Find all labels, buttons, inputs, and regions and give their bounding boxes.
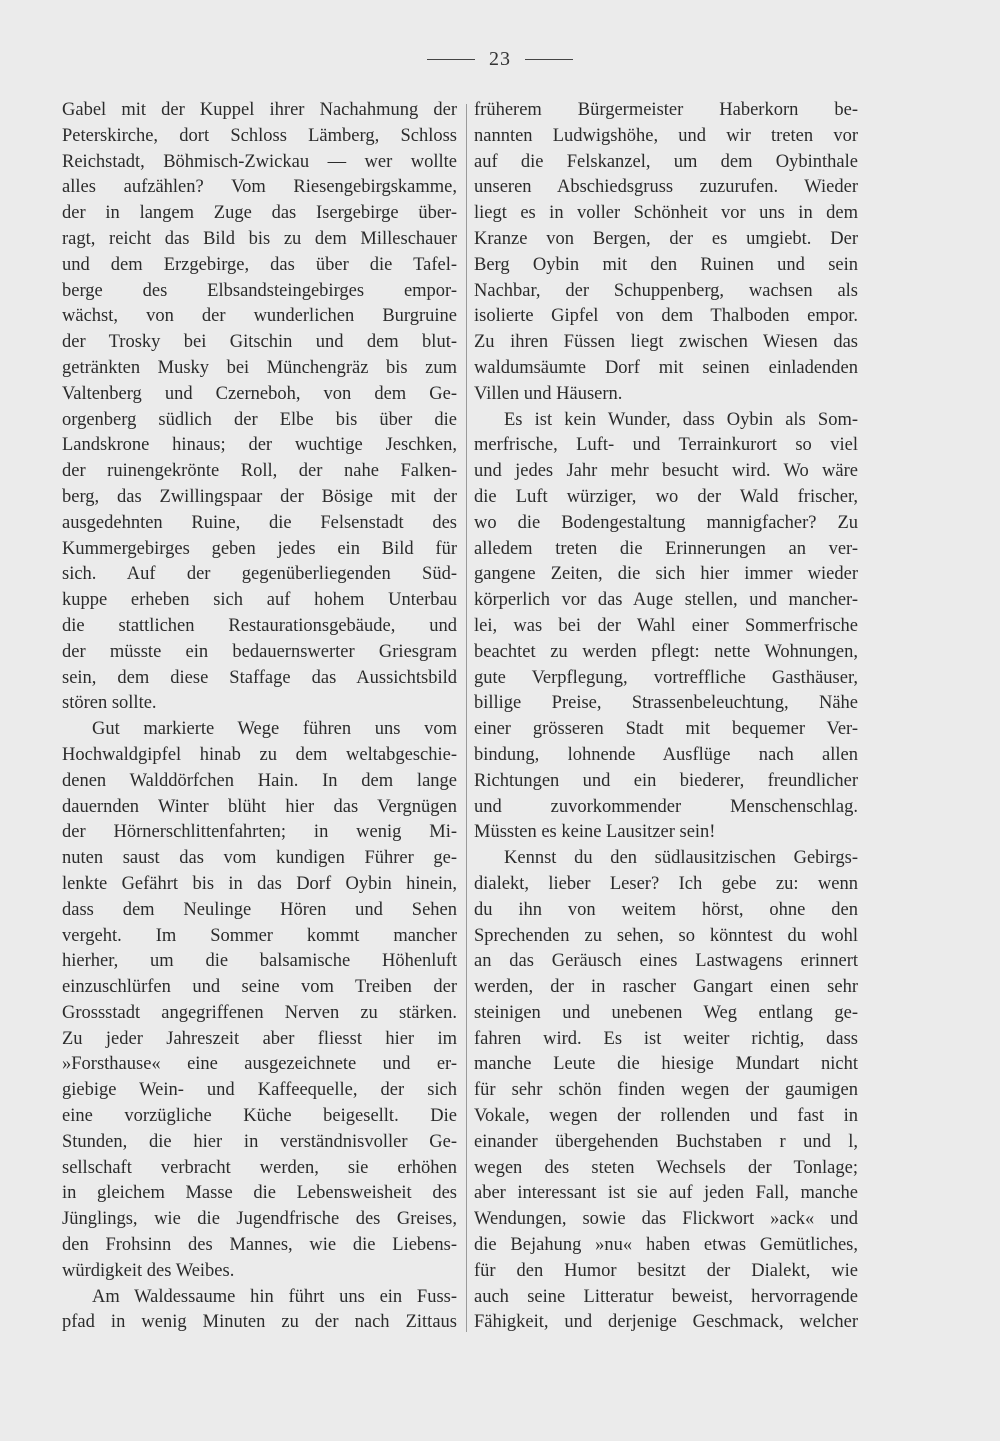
text-line: wo die Bodengestaltung mannigfacher? Zu	[474, 512, 858, 533]
text-line: merfrische, Luft- und Terrainkurort so viel	[474, 435, 858, 456]
text-line: der in langem Zuge das Isergebirge über-	[62, 203, 457, 224]
text-line: waldumsäumte Dorf mit seinen einladenden	[474, 357, 858, 378]
text-line: Müssten es keine Lausitzer sein!	[474, 822, 716, 843]
text-line: einer grösseren Stadt mit bequemer Ver-	[474, 719, 858, 740]
text-line: eine vorzügliche Küche beigesellt. Die	[62, 1106, 457, 1127]
text-line: der Hörnerschlittenfahrten; in wenig Mi-	[62, 822, 457, 843]
text-line: Wendungen, sowie das Flickwort »ack« und	[474, 1209, 858, 1230]
text-line: für sehr schön finden wegen der gaumigen	[474, 1080, 858, 1101]
text-line: den Frohsinn des Mannes, wie die Liebens-	[62, 1235, 457, 1256]
text-line: orgenberg südlich der Elbe bis über die	[62, 409, 457, 430]
text-line: und jedes Jahr mehr besucht wird. Wo wäre	[474, 461, 858, 482]
text-line: Stunden, die hier in verständnisvoller Ge-	[62, 1131, 457, 1152]
text-line: körperlich vor das Auge stellen, und mancher-	[474, 590, 858, 611]
text-line: die stattlichen Restaurationsgebäude, und	[62, 615, 457, 636]
text-line: Landskrone hinaus; der wuchtige Jeschken,	[62, 435, 457, 456]
text-line: Berg Oybin mit den Ruinen und sein	[474, 254, 858, 275]
text-line: Nachbar, der Schuppenberg, wachsen als	[474, 280, 858, 301]
text-line: nannten Ludwigshöhe, und wir treten vor	[474, 125, 858, 146]
text-line: alles aufzählen? Vom Riesengebirgskamme,	[62, 177, 457, 198]
text-line: in gleichem Masse die Lebensweisheit des	[62, 1183, 457, 1204]
text-line: werden, der in rascher Gangart einen sehr	[474, 977, 858, 998]
text-line: steinigen und unebenen Weg entlang ge-	[474, 1002, 858, 1023]
page-header	[0, 48, 1000, 71]
text-line: stören sollte.	[62, 693, 157, 714]
text-line: dass dem Neulinge Hören und Sehen	[62, 899, 457, 920]
right-text-column	[474, 98, 858, 1336]
text-line: Gut markierte Wege führen uns vom	[92, 719, 457, 740]
text-line: und dem Erzgebirge, das über die Tafel-	[62, 254, 457, 275]
text-line: ausgedehnten Ruine, die Felsenstadt des	[62, 512, 457, 533]
text-line: der müsste ein bedauernswerter Griesgram	[62, 641, 457, 662]
text-line: früherem Bürgermeister Haberkorn be-	[474, 100, 858, 120]
text-line: Vokale, wegen der rollenden und fast in	[474, 1106, 858, 1127]
text-line: kuppe erheben sich auf hohem Unterbau	[62, 590, 457, 611]
text-line: Reichstadt, Böhmisch-Zwickau — wer wollte	[62, 151, 457, 172]
text-line: Sprechenden zu sehen, so könntest du wohl	[474, 925, 858, 946]
text-line: berg, das Zwillingspaar der Bösige mit der	[62, 486, 457, 507]
header-rule-right	[525, 59, 573, 60]
text-line: Jünglings, wie die Jugendfrische des Greises,	[62, 1209, 457, 1230]
text-line: lei, was bei der Wahl einer Sommerfrische	[474, 615, 858, 636]
text-line: berge des Elbsandsteingebirges empor-	[62, 280, 457, 301]
text-line: lenkte Gefährt bis in das Dorf Oybin hinein,	[62, 873, 457, 894]
text-line: Grossstadt angegriffenen Nerven zu stärken.	[62, 1002, 457, 1023]
text-line: Valtenberg und Czerneboh, von dem Ge-	[62, 383, 457, 404]
text-line: Villen und Häusern.	[474, 383, 623, 404]
text-line: gute Verpflegung, vortreffliche Gasthäuser,	[474, 667, 858, 688]
column-divider	[466, 104, 467, 1332]
text-line: alledem treten die Erinnerungen an ver-	[474, 538, 858, 559]
text-line: Kennst du den südlausitzischen Gebirgs-	[504, 848, 858, 869]
text-line: wächst, von der wunderlichen Burgruine	[62, 306, 457, 327]
text-line: Gabel mit der Kuppel ihrer Nachahmung der	[62, 100, 457, 120]
text-line: liegt es in voller Schönheit vor uns in dem	[474, 203, 858, 224]
text-line: an das Geräusch eines Lastwagens erinnert	[474, 951, 858, 972]
text-line: dauernden Winter blüht hier das Vergnügen	[62, 796, 457, 817]
text-line: auch seine Litteratur beweist, hervorragende	[474, 1286, 858, 1307]
text-line: gangene Zeiten, die sich hier immer wieder	[474, 564, 858, 585]
text-line: bindung, lohnende Ausflüge nach allen	[474, 744, 858, 765]
left-text-column	[62, 98, 457, 1336]
text-line: billige Preise, Strassenbeleuchtung, Nähe	[474, 693, 858, 714]
text-line: Kummergebirges geben jedes ein Bild für	[62, 538, 457, 559]
text-line: für den Humor besitzt der Dialekt, wie	[474, 1260, 858, 1281]
text-line: Am Waldessaume hin führt uns ein Fuss-	[92, 1286, 457, 1307]
text-line: pfad in wenig Minuten zu der nach Zittaus	[62, 1312, 457, 1333]
text-line: sellschaft verbracht werden, sie erhöhen	[62, 1157, 457, 1178]
text-line: beachtet zu werden pflegt: nette Wohnungen,	[474, 641, 858, 662]
text-line: du ihn von weitem hörst, ohne den	[474, 899, 858, 920]
text-line: Es ist kein Wunder, dass Oybin als Som-	[504, 409, 858, 430]
text-line: »Forsthause« eine ausgezeichnete und er-	[62, 1054, 457, 1075]
text-line: einander übergehenden Buchstaben r und l,	[474, 1131, 858, 1152]
text-line: Peterskirche, dort Schloss Lämberg, Schloss	[62, 125, 457, 146]
text-line: nuten saust das vom kundigen Führer ge-	[62, 848, 457, 869]
text-line: sein, dem diese Staffage das Aussichtsbild	[62, 667, 457, 688]
text-line: giebige Wein- und Kaffeequelle, der sich	[62, 1080, 457, 1101]
text-line: der Trosky bei Gitschin und dem blut-	[62, 332, 457, 353]
text-line: Hochwaldgipfel hinab zu dem weltabgeschie-	[62, 744, 457, 765]
text-line: denen Walddörfchen Hain. In dem lange	[62, 770, 457, 791]
text-line: sich. Auf der gegenüberliegenden Süd-	[62, 564, 457, 585]
text-line: Zu ihren Füssen liegt zwischen Wiesen das	[474, 332, 858, 353]
text-line: hierher, um die balsamische Höhenluft	[62, 951, 457, 972]
text-line: einzuschlürfen und seine vom Treiben der	[62, 977, 457, 998]
text-line: isolierte Gipfel von dem Thalboden empor.	[474, 306, 858, 327]
text-line: aber interessant ist sie auf jeden Fall, manche	[474, 1183, 858, 1204]
page-number: 23	[489, 48, 511, 70]
text-line: fahren wird. Es ist weiter richtig, dass	[474, 1028, 858, 1049]
text-line: und zuvorkommender Menschenschlag.	[474, 796, 858, 817]
text-line: Richtungen und ein biederer, freundlicher	[474, 770, 858, 791]
text-line: würdigkeit des Weibes.	[62, 1260, 235, 1281]
text-line: unseren Abschiedsgruss zuzurufen. Wieder	[474, 177, 858, 198]
text-line: getränkten Musky bei Münchengräz bis zum	[62, 357, 457, 378]
text-line: Kranze von Bergen, der es umgiebt. Der	[474, 228, 858, 249]
text-line: die Luft würziger, wo der Wald frischer,	[474, 486, 858, 507]
text-line: manche Leute die hiesige Mundart nicht	[474, 1054, 858, 1075]
text-line: der ruinengekrönte Roll, der nahe Falken-	[62, 461, 457, 482]
text-line: die Bejahung »nu« haben etwas Gemütliches,	[474, 1235, 858, 1256]
text-line: Zu jeder Jahreszeit aber fliesst hier im	[62, 1028, 457, 1049]
text-line: Fähigkeit, und derjenige Geschmack, welcher	[474, 1312, 858, 1333]
header-rule-left	[427, 59, 475, 60]
text-line: wegen des steten Wechsels der Tonlage;	[474, 1157, 858, 1178]
text-line: dialekt, lieber Leser? Ich gebe zu: wenn	[474, 873, 858, 894]
text-line: auf die Felskanzel, um dem Oybinthale	[474, 151, 858, 172]
text-line: vergeht. Im Sommer kommt mancher	[62, 925, 457, 946]
text-line: ragt, reicht das Bild bis zu dem Milleschauer	[62, 228, 457, 249]
